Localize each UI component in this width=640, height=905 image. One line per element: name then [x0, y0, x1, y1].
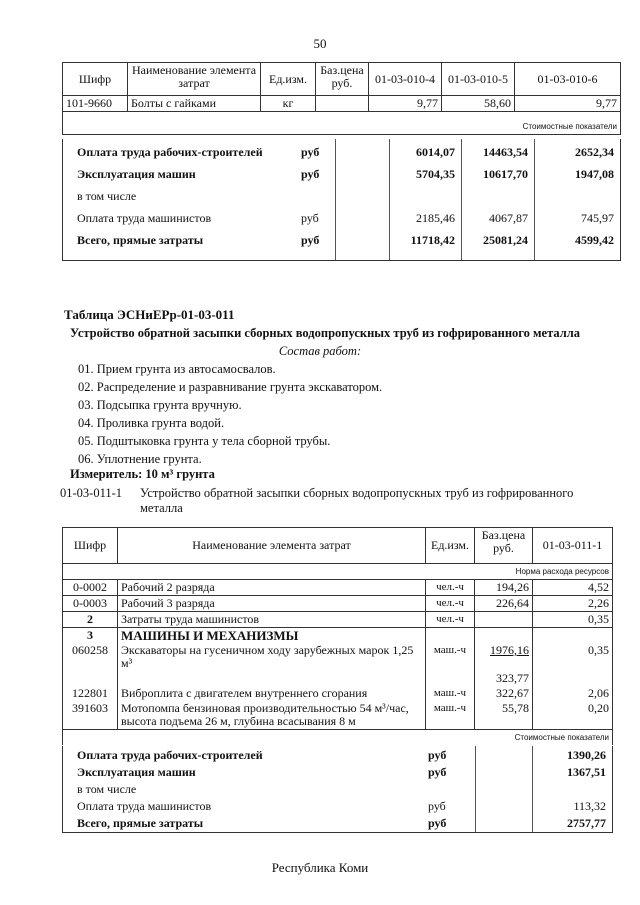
cell: 4,52: [533, 580, 613, 596]
header-cell: 01-03-010-6: [515, 63, 621, 96]
table-row: [63, 612, 613, 628]
section-label: Стоимостные показатели: [63, 730, 613, 746]
summary-value: 2757,77: [567, 816, 606, 830]
cell: Рабочий 3 разряда: [118, 596, 426, 612]
header-cell: 01-03-011-1: [533, 528, 613, 564]
cell: 55,78: [475, 701, 533, 730]
header-cell: 01-03-010-4: [369, 63, 442, 96]
cell: кг: [261, 96, 316, 112]
summary-value: 113,32: [573, 799, 606, 813]
table-title: Таблица ЭСНиЕРр-01-03-011: [64, 307, 235, 322]
page-number: 50: [313, 36, 327, 51]
table-2: [62, 527, 613, 745]
item-code: 01-03-011-1: [60, 486, 123, 500]
header-cell: Наименование элемента затрат: [118, 528, 426, 564]
summary-unit: руб: [301, 145, 320, 159]
cell: 226,64: [475, 596, 533, 612]
cell: [426, 671, 475, 686]
cell: [426, 628, 475, 644]
summary-unit: руб: [301, 167, 320, 181]
cell: 1976,16: [475, 643, 533, 671]
cell: 122801: [63, 686, 118, 701]
cell: 2,26: [533, 596, 613, 612]
summary-label: Эксплуатация машин: [77, 765, 196, 779]
summary-label: Эксплуатация машин: [77, 167, 196, 181]
cell: 060258: [63, 643, 118, 671]
cell: [533, 628, 613, 644]
table-1: [62, 62, 621, 135]
cell: Затраты труда машинистов: [118, 612, 426, 628]
works-title: Состав работ:: [278, 344, 362, 358]
summary-value: 2652,34: [575, 145, 614, 159]
cell: Мотопомпа бензиновая производительностью 54 м³/час, высота подъема 26 м, глубина всасывания 8 м: [118, 701, 426, 730]
header-cell: 01-03-010-5: [442, 63, 515, 96]
summary-unit: руб: [428, 765, 447, 779]
work-item: 04. Проливка грунта водой.: [78, 416, 225, 430]
cell: [533, 671, 613, 686]
summary-unit: руб: [301, 233, 320, 247]
summary-value: 6014,07: [416, 145, 455, 159]
cell: 0,35: [533, 643, 613, 671]
cell: чел.-ч: [426, 596, 475, 612]
summary-value: 1947,08: [575, 167, 614, 181]
cell: 9,77: [369, 96, 442, 112]
cell: 3: [63, 628, 118, 644]
cell: маш.-ч: [426, 701, 475, 730]
work-item: 02. Распределение и разравнивание грунта экскаватором.: [78, 380, 383, 394]
cell: 391603: [63, 701, 118, 730]
cell: 194,26: [475, 580, 533, 596]
table-1-summary: [62, 139, 621, 261]
work-item: 03. Подсыпка грунта вручную.: [78, 398, 242, 412]
cell: 58,60: [442, 96, 515, 112]
cell: чел.-ч: [426, 580, 475, 596]
header-cell: Ед.изм.: [261, 63, 316, 96]
cell: [475, 628, 533, 644]
cell: 9,77: [515, 96, 621, 112]
summary-unit: руб: [428, 816, 447, 830]
summary-label: Оплата труда рабочих-строителей: [77, 145, 263, 159]
cell: 2: [63, 612, 118, 628]
summary-label: Оплата труда машинистов: [77, 799, 212, 813]
cell: Виброплита с двигателем внутреннего сгорания: [118, 686, 426, 701]
work-item: 06. Уплотнение грунта.: [78, 452, 202, 466]
cell: [118, 671, 426, 686]
summary-value: 1390,26: [567, 748, 606, 762]
summary-label: в том числе: [77, 189, 137, 203]
summary-value: 25081,24: [483, 233, 528, 247]
cell: [63, 671, 118, 686]
summary-value: 4067,87: [489, 211, 528, 225]
summary-value: 5704,35: [416, 167, 455, 181]
table-row: [63, 671, 613, 686]
header-cell: Ед.изм.: [426, 528, 475, 564]
summary-label: Всего, прямые затраты: [77, 233, 204, 247]
table-row: [63, 580, 613, 596]
cell: Экскаваторы на гусеничном ходу зарубежных марок 1,25 м³: [118, 643, 426, 671]
table-row: [63, 596, 613, 612]
summary-unit: руб: [428, 799, 446, 813]
header-cell: Шифр: [63, 528, 118, 564]
cell: [316, 96, 369, 112]
summary-value: 745,97: [581, 211, 614, 225]
cell: 2,06: [533, 686, 613, 701]
footer-region: Республика Коми: [271, 860, 369, 875]
section-label: Норма расхода ресурсов: [63, 564, 613, 580]
cell: маш.-ч: [426, 643, 475, 671]
cell: МАШИНЫ И МЕХАНИЗМЫ: [118, 628, 426, 644]
table-row: [63, 701, 613, 730]
section-label: Стоимостные показатели: [63, 112, 621, 135]
table-row: [63, 686, 613, 701]
summary-value: 1367,51: [567, 765, 606, 779]
table-header: [63, 63, 621, 96]
summary-value: 4599,42: [575, 233, 614, 247]
table-subtitle: Устройство обратной засыпки сборных водопропускных труб из гофрированного металла: [70, 326, 581, 340]
cell: Болты с гайками: [128, 96, 261, 112]
summary-unit: руб: [428, 748, 447, 762]
summary-value: 10617,70: [483, 167, 528, 181]
summary-value: 11718,42: [410, 233, 455, 247]
table-row: [63, 628, 613, 644]
works-list: [78, 360, 382, 468]
summary-unit: руб: [301, 211, 319, 225]
table-2-summary: [62, 746, 613, 833]
summary-label: Оплата труда рабочих-строителей: [77, 748, 263, 762]
cell: 0,35: [533, 612, 613, 628]
summary-value: 14463,54: [483, 145, 528, 159]
cell: чел.-ч: [426, 612, 475, 628]
cell: 0-0003: [63, 596, 118, 612]
summary-value: 2185,46: [416, 211, 455, 225]
measure-unit: Измеритель: 10 м³ грунта: [70, 467, 215, 481]
summary-label: Оплата труда машинистов: [77, 211, 212, 225]
header-cell: Наименование элемента затрат: [128, 63, 261, 96]
cell: [475, 612, 533, 628]
cell: маш.-ч: [426, 686, 475, 701]
header-cell: Баз.цена руб.: [475, 528, 533, 564]
item-text: Устройство обратной засыпки сборных водопропускных труб из гофрированного металла: [140, 486, 574, 515]
summary-label: в том числе: [77, 782, 137, 796]
work-item: 01. Прием грунта из автосамосвалов.: [78, 362, 276, 376]
table-row: [63, 643, 613, 671]
cell: 101-9660: [63, 96, 128, 112]
cell: 323,77: [475, 671, 533, 686]
cell: 322,67: [475, 686, 533, 701]
cell: 0,20: [533, 701, 613, 730]
table-row: [63, 96, 621, 112]
summary-label: Всего, прямые затраты: [77, 816, 204, 830]
work-item: 05. Подштыковка грунта у тела сборной трубы.: [78, 434, 331, 448]
header-cell: Баз.цена руб.: [316, 63, 369, 96]
cell: Рабочий 2 разряда: [118, 580, 426, 596]
cell: 0-0002: [63, 580, 118, 596]
table-header: [63, 528, 613, 564]
header-cell: Шифр: [63, 63, 128, 96]
